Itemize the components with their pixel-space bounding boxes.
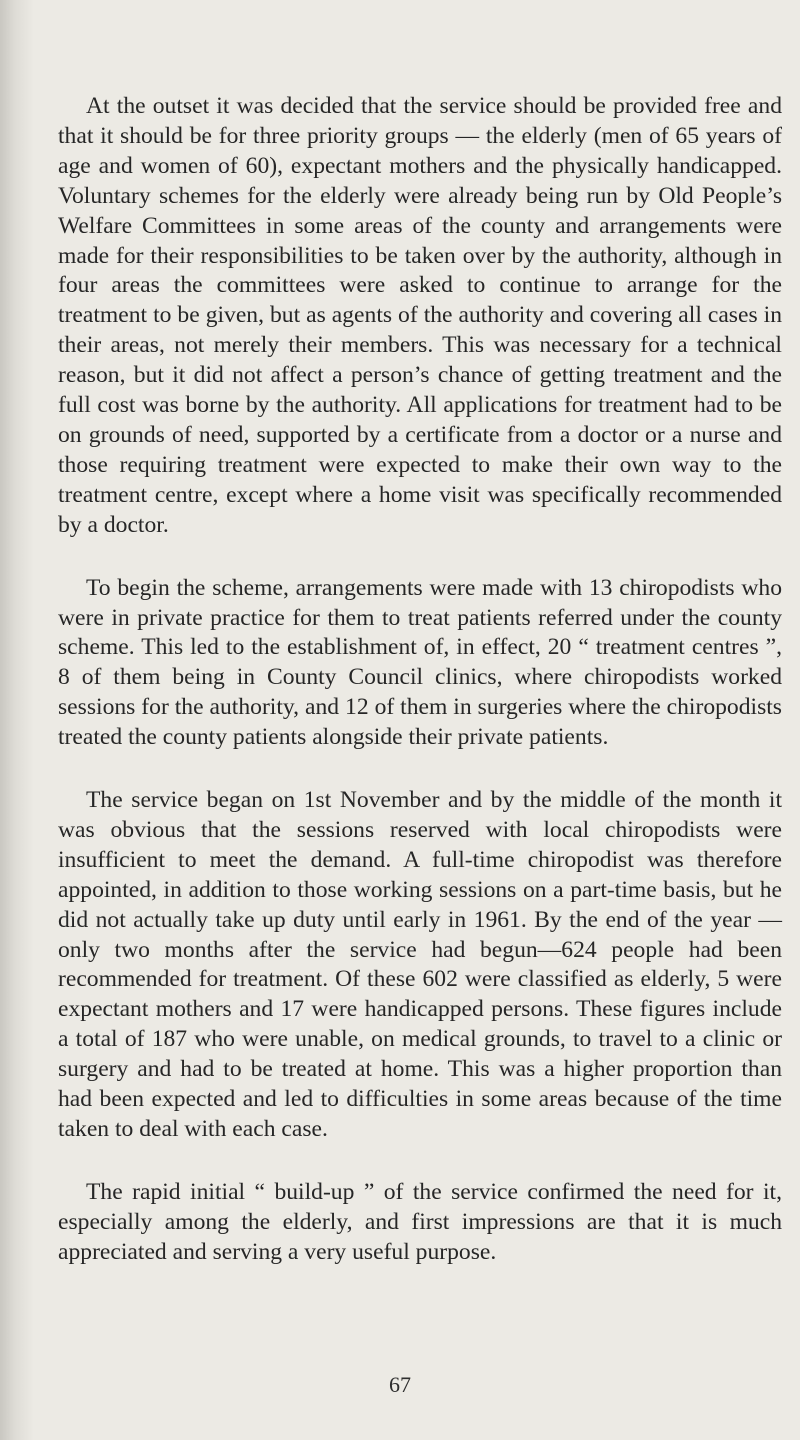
paragraph-service-outset: At the outset it was decided that the service should be provided free and that it should be for three priority groups — the elderly (men of 65 years of age and women of 60), expectant mothers and the physically handicapped. Voluntary schemes for the elderly were already being run by Old People’s Welfare Committees in some areas of the county and arrangements were made for their responsibilities to be taken over by the authority, although in four areas the committees were asked to continue to arrange for the treatment to be given, but as agents of the authority and covering all cases in their areas, not merely their members. This was necessary for a technical reason, but it did not affect a person’s chance of getting treatment and the full cost was borne by the authority. All applications for treatment had to be on grounds of need, supported by a certificate from a doctor or a nurse and those requiring treatment were expected to make their own way to the treatment centre, except where a home visit was specifically recommended by a doctor. — [58, 93, 782, 538]
paragraph-rapid-buildup: The rapid initial “ build-up ” of the service confirmed the need for it, especially among the elderly, and first impressions are that it is much appreciated and serving a very useful purpose. — [58, 1178, 782, 1265]
document-body — [58, 92, 782, 1301]
paragraph-service-began: The service began on 1st November and by the middle of the month it was obvious that the sessions reserved with local chiropodists were insufficient to meet the demand. A full-time chiropodist was therefore appointed, in addition to those working sessions on a part-time basis, but he did not actually take up duty until early in 1961. By the end of the year — only two months after the service had begun—624 people had been recommended for treatment. Of these 602 were classified as elderly, 5 were expectant mothers and 17 were handicapped persons. These figures include a total of 187 who were unable, on medical grounds, to travel to a clinic or surgery and had to be treated at home. This was a higher proportion than had been expected and led to difficulties in some areas because of the time taken to deal with each case. — [58, 787, 782, 1142]
paragraph-scheme-start: To begin the scheme, arrangements were made with 13 chiropodists who were in private practice for them to treat patients referred under the county scheme. This led to the establishment of, in effect, 20 “ treatment centres ”, 8 of them being in County Council clinics, where chiropodists worked sessions for the authority, and 12 of them in surgeries where the chiropodists treated the county patients alongside their private patients. — [58, 574, 782, 751]
page-number: 67 — [389, 1372, 411, 1397]
page-edge-shadow — [0, 0, 34, 1440]
